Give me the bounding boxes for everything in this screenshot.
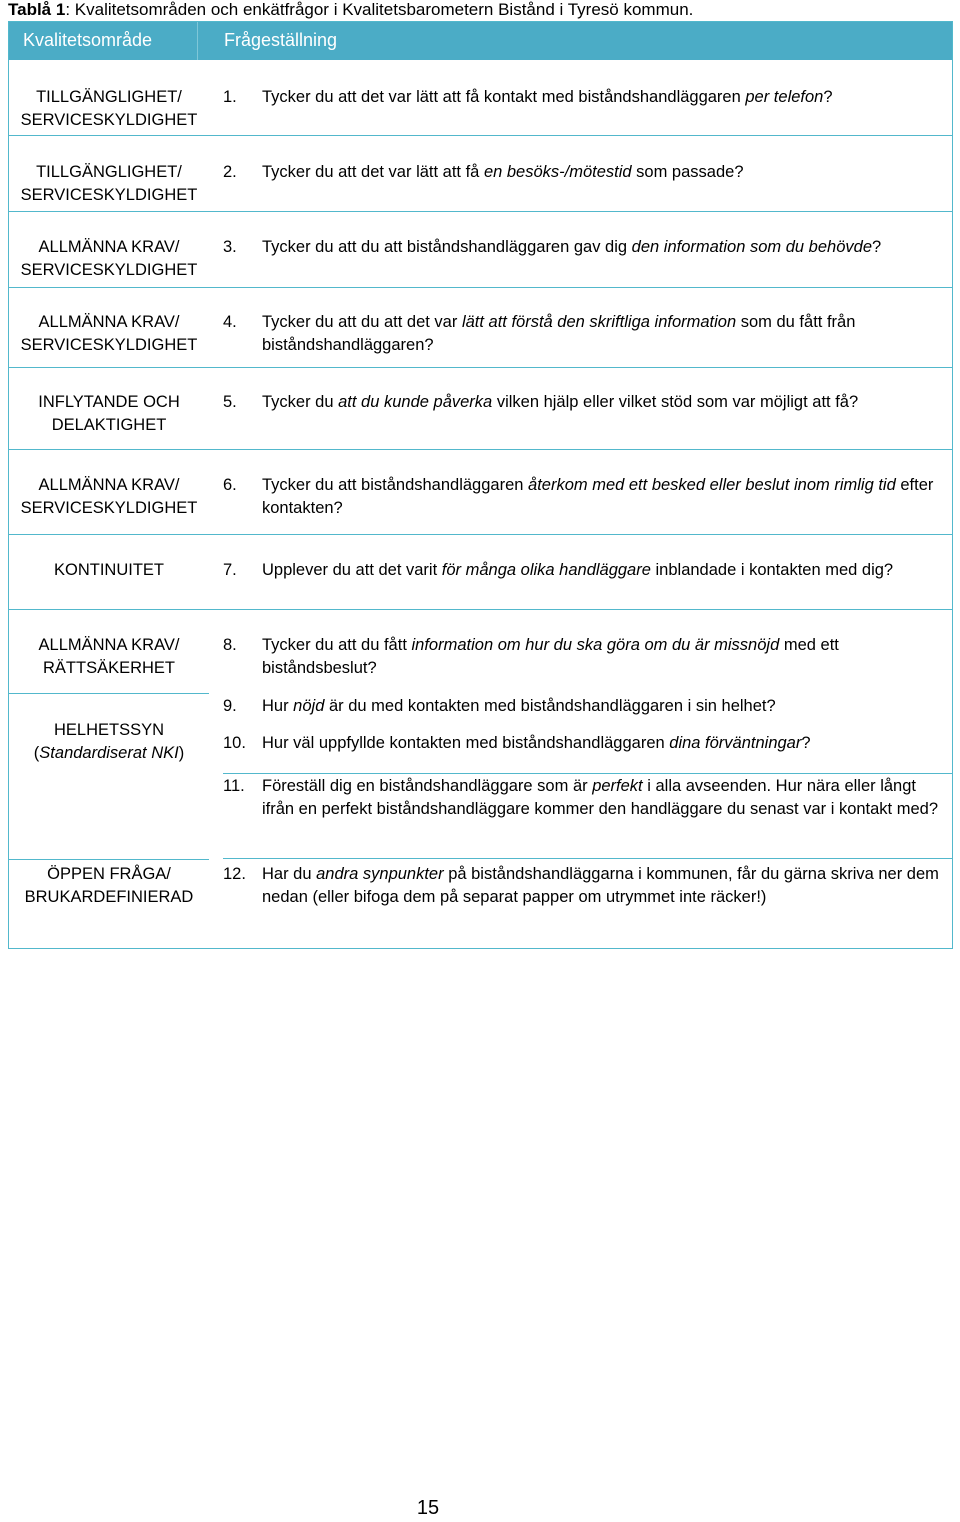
caption-label: Tablå 1: [8, 0, 66, 19]
question-emphasis: för många olika handläggare: [441, 561, 651, 579]
quality-area-cell: [9, 391, 209, 437]
quality-area-cell: [9, 236, 209, 282]
question-number: 12.: [223, 865, 246, 883]
quality-area-line: SERVICESKYLDIGHET: [20, 336, 198, 354]
question-emphasis: per telefon: [745, 88, 824, 106]
quality-area-cell: [9, 634, 209, 680]
question-emphasis: dina förväntningar: [669, 734, 802, 752]
question-emphasis: andra synpunkter: [316, 865, 444, 883]
question-number: 10.: [223, 734, 246, 752]
row-divider: [223, 773, 952, 774]
row-divider: [9, 609, 952, 610]
caption-text: : Kvalitetsområden och enkätfrågor i Kvalitetsbarometern Bistånd i Tyresö kommun.: [65, 0, 694, 19]
question-text: Tycker du att biståndshandläggaren återkom med ett besked eller beslut inom rimlig tid efter kontakten?: [262, 476, 934, 517]
quality-area-line: BRUKARDEFINIERAD: [24, 888, 194, 906]
quality-area-cell: [9, 474, 209, 520]
question-emphasis: den information som du behövde: [631, 238, 872, 256]
table-caption: [8, 0, 693, 20]
question-text: Föreställ dig en biståndshandläggare som är perfekt i alla avseenden. Hur nära eller långt ifrån en perfekt biståndshandläggare kommer den handläggare du senast var i kontakt med?: [262, 777, 939, 818]
question-emphasis: perfekt: [592, 777, 643, 795]
quality-area-line: ÖPPEN FRÅGA/: [47, 865, 171, 883]
row-divider: [223, 858, 952, 859]
quality-area-line: SERVICESKYLDIGHET: [20, 111, 198, 129]
question-text: Tycker du att du att det var lätt att förstå den skriftliga information som du fått från biståndshandläggaren?: [262, 313, 856, 354]
row-divider: [9, 135, 952, 136]
quality-area-line: ALLMÄNNA KRAV/: [38, 636, 180, 654]
question-number: 5.: [223, 393, 237, 411]
question-emphasis: en besöks-/mötestid: [483, 163, 632, 181]
quality-area-cell: [9, 311, 209, 357]
quality-area-line: ALLMÄNNA KRAV/: [38, 476, 180, 494]
quality-area-line: SERVICESKYLDIGHET: [20, 261, 198, 279]
quality-area-cell: [9, 559, 209, 582]
quality-area-line: KONTINUITET: [54, 561, 164, 579]
quality-area-line: HELHETSSYN: [53, 721, 165, 739]
question-text: Har du andra synpunkter på biståndshandläggarna i kommunen, får du gärna skriva ner dem nedan (eller bifoga dem på separat papper om utrymmet inte räcker!): [262, 865, 939, 906]
quality-area-line: SERVICESKYLDIGHET: [20, 499, 198, 517]
quality-area-line: (Standardiserat NKI): [33, 744, 185, 762]
question-text: Tycker du att du att biståndshandläggaren gav dig den information som du behövde?: [262, 238, 882, 256]
quality-table: [8, 21, 953, 949]
question-text: Hur väl uppfyllde kontakten med biståndshandläggaren dina förväntningar?: [262, 734, 811, 752]
quality-area-line: RÄTTSÄKERHET: [42, 659, 176, 677]
question-number: 8.: [223, 636, 237, 654]
question-number: 6.: [223, 476, 237, 494]
question-text: Tycker du att du kunde påverka vilken hjälp eller vilket stöd som var möjligt att få?: [262, 393, 859, 411]
question-text: Tycker du att det var lätt att få en besöks-/mötestid som passade?: [262, 163, 744, 181]
question-number: 1.: [223, 88, 237, 106]
quality-area-cell: [9, 863, 209, 909]
row-divider: [9, 859, 209, 860]
question-emphasis: nöjd: [293, 697, 325, 715]
question-text: Hur nöjd är du med kontakten med biståndshandläggaren i sin helhet?: [262, 697, 776, 715]
quality-area-cell: [9, 161, 209, 207]
question-emphasis: att du kunde påverka: [338, 393, 493, 411]
quality-area-line: TILLGÄNGLIGHET/: [36, 88, 182, 106]
row-divider: [9, 287, 952, 288]
question-number: 9.: [223, 697, 237, 715]
question-text: Tycker du att du fått information om hur du ska göra om du är missnöjd med ett biståndsbeslut?: [262, 636, 839, 677]
quality-area-line: DELAKTIGHET: [51, 416, 167, 434]
question-emphasis: återkom med ett besked eller beslut inom rimlig tid: [528, 476, 896, 494]
row-divider: [9, 367, 952, 368]
header-question: Frågeställning: [224, 30, 338, 50]
quality-area-line: SERVICESKYLDIGHET: [20, 186, 198, 204]
question-number: 7.: [223, 561, 237, 579]
row-divider: [9, 693, 209, 694]
header-divider: [197, 22, 198, 60]
page-number: 15: [416, 1497, 440, 1519]
header-quality-area: Kvalitetsområde: [23, 30, 153, 50]
quality-area-line: ALLMÄNNA KRAV/: [38, 238, 180, 256]
question-emphasis: information om hur du ska göra om du är missnöjd: [411, 636, 780, 654]
table-header: [9, 22, 952, 60]
question-emphasis: lätt att förstå den skriftliga information: [461, 313, 737, 331]
question-number: 2.: [223, 163, 237, 181]
quality-area-line: ALLMÄNNA KRAV/: [38, 313, 180, 331]
quality-area-line: TILLGÄNGLIGHET/: [36, 163, 182, 181]
row-divider: [9, 211, 952, 212]
row-divider: [9, 449, 952, 450]
row-divider: [9, 534, 952, 535]
question-number: 11.: [223, 777, 245, 795]
quality-area-line: INFLYTANDE OCH: [38, 393, 180, 411]
quality-area-cell: [9, 719, 209, 765]
question-number: 4.: [223, 313, 237, 331]
question-text: Tycker du att det var lätt att få kontakt med biståndshandläggaren per telefon?: [262, 88, 833, 106]
question-number: 3.: [223, 238, 237, 256]
question-text: Upplever du att det varit för många olika handläggare inblandade i kontakten med dig?: [262, 561, 894, 579]
quality-area-cell: [9, 86, 209, 132]
